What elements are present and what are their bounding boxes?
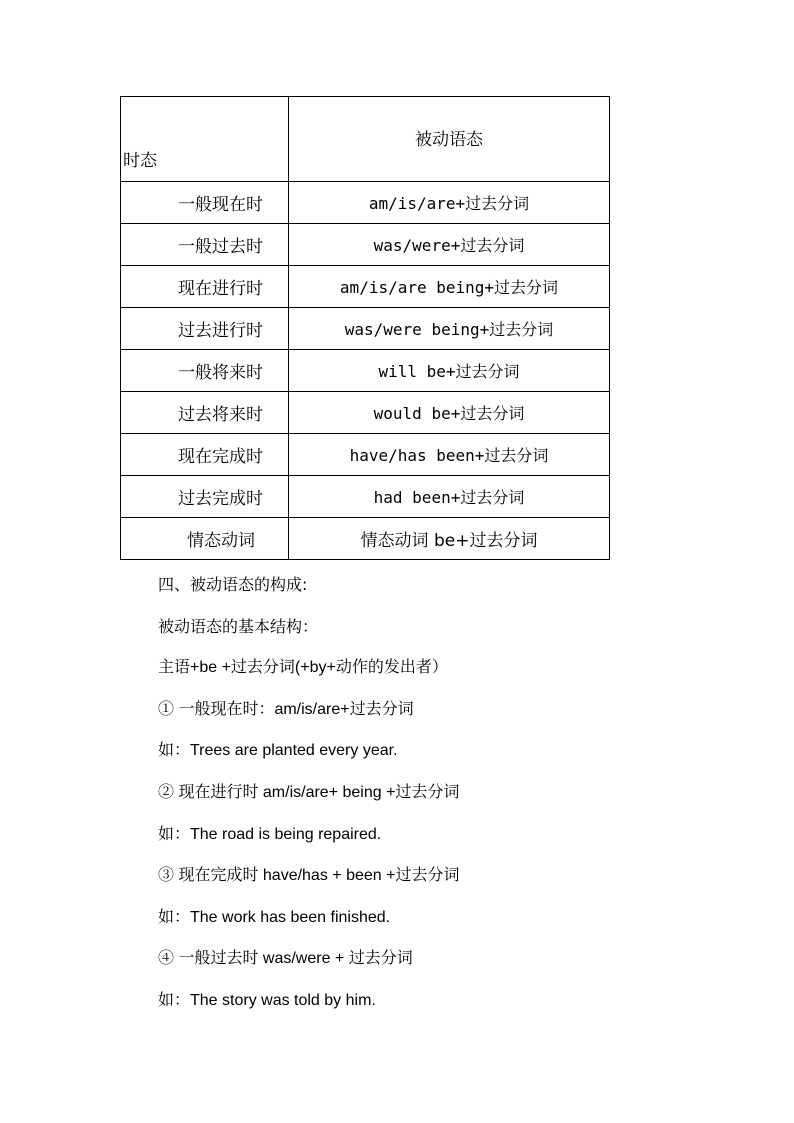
rule-line: ① 一般现在时：am/is/are+过去分词 [158,700,414,718]
header-tense: 时态 [121,97,289,182]
tense-cell: 一般过去时 [121,224,289,266]
table-row [121,182,610,224]
form-cell: have/has been+过去分词 [289,434,610,476]
section-heading: 四、被动语态的构成: [158,575,308,594]
header-passive-voice: 被动语态 [289,97,610,182]
form-cell: am/is/are being+过去分词 [289,266,610,308]
passive-voice-notes [158,574,758,1032]
table-row [121,476,610,518]
form-cell: was/were+过去分词 [289,224,610,266]
form-cell: am/is/are+过去分词 [289,182,610,224]
tense-cell: 情态动词 [121,518,289,560]
section-subheading: 被动语态的基本结构： [158,616,319,636]
table-row [121,434,610,476]
rule-line: ③ 现在完成时 have/has + been +过去分词 [158,867,460,885]
passive-voice-table [120,96,610,560]
table-row [121,308,610,350]
tense-cell: 过去完成时 [121,476,289,518]
table-row [121,350,610,392]
form-cell: 情态动词 be+过去分词 [289,518,610,560]
table-row [121,518,610,560]
form-cell: was/were being+过去分词 [289,308,610,350]
tense-cell: 现在进行时 [121,266,289,308]
form-cell: had been+过去分词 [289,476,610,518]
table-header-row [121,97,610,182]
form-cell: will be+过去分词 [289,350,610,392]
form-cell: would be+过去分词 [289,392,610,434]
example-line: 如：Trees are planted every year. [158,742,398,760]
example-line: 如：The work has been finished. [158,908,391,926]
tense-cell: 一般现在时 [121,182,289,224]
rule-line: ② 现在进行时 am/is/are+ being +过去分词 [158,783,460,801]
table-row [121,224,610,266]
tense-cell: 过去进行时 [121,308,289,350]
table-row [121,392,610,434]
rule-line: ④ 一般过去时 was/were + 过去分词 [158,950,413,968]
tense-cell: 过去将来时 [121,392,289,434]
structure-formula: 主语+be +过去分词(+by+动作的发出者） [158,659,448,677]
table-row [121,266,610,308]
tense-cell: 现在完成时 [121,434,289,476]
example-line: 如：The road is being repaired. [158,825,382,843]
tense-cell: 一般将来时 [121,350,289,392]
example-line: 如：The story was told by him. [158,991,376,1009]
